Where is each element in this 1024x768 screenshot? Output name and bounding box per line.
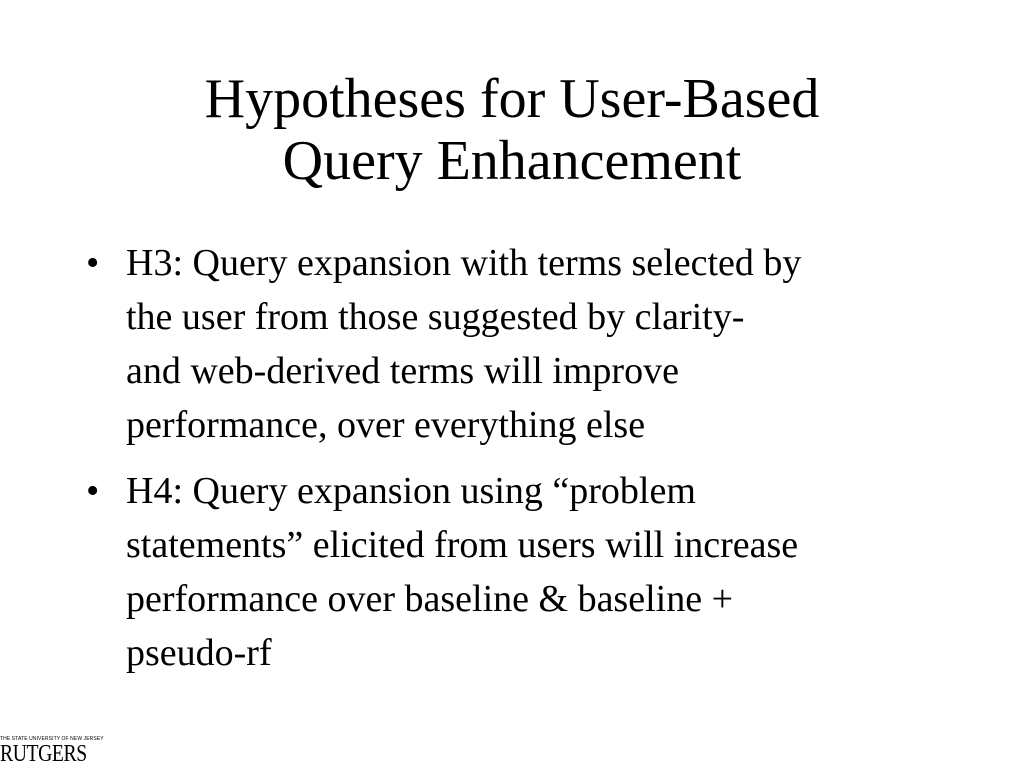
bullet-line: the user from those suggested by clarity- xyxy=(126,296,745,338)
title-line: Query Enhancement xyxy=(282,130,742,192)
bullet-line: performance, over everything else xyxy=(126,404,646,446)
bullet-list xyxy=(86,236,966,692)
bullet-text xyxy=(126,464,966,680)
title-line: Hypotheses for User-Based xyxy=(204,68,820,130)
bullet-icon: • xyxy=(86,242,100,284)
slide-title xyxy=(100,68,924,192)
bullet-line: pseudo-rf xyxy=(126,632,272,674)
bullet-item-h4 xyxy=(86,464,966,680)
bullet-line: H3: Query expansion with terms selected by xyxy=(126,242,802,284)
bullet-text xyxy=(126,236,966,452)
bullet-item-h3 xyxy=(86,236,966,452)
bullet-icon: • xyxy=(86,470,100,512)
logo-wordmark: RUTGERS xyxy=(0,741,87,767)
bullet-line: and web-derived terms will improve xyxy=(126,350,679,392)
bullet-line: H4: Query expansion using “problem xyxy=(126,470,696,512)
bullet-line: performance over baseline & baseline + xyxy=(126,578,733,620)
rutgers-logo xyxy=(0,736,106,768)
bullet-line: statements” elicited from users will increase xyxy=(126,524,799,566)
logo-tagline: THE STATE UNIVERSITY OF NEW JERSEY xyxy=(0,736,104,742)
